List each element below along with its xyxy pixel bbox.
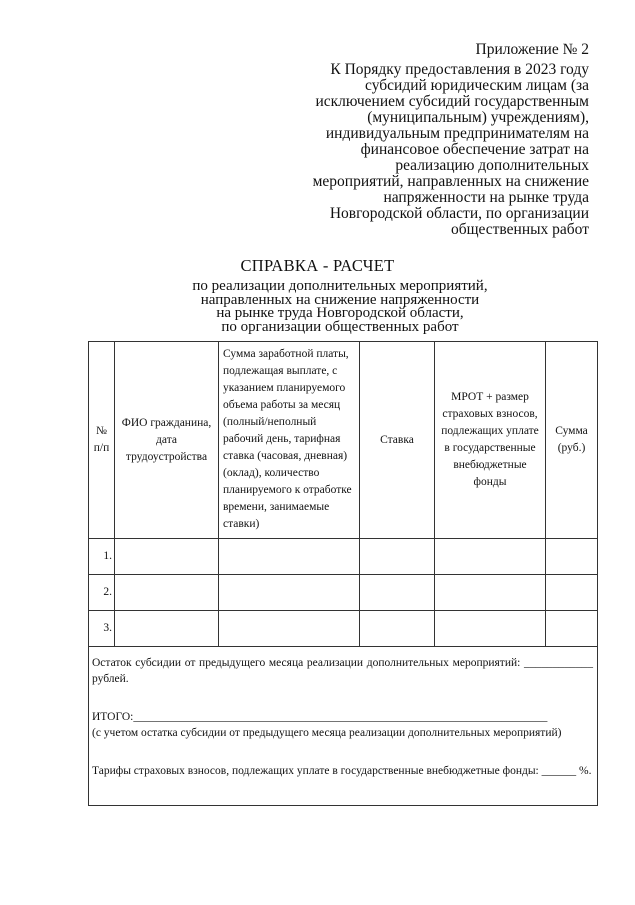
table-row <box>89 575 598 611</box>
subtitle-line: направленных на снижение напряженности <box>200 291 480 308</box>
calculation-table <box>88 341 598 806</box>
header-wages: Сумма заработной платы, подлежащая выплате, с указанием планируемого объема работы за месяц (полный/неполный рабочий день, тарифная ставка (часовая, дневная) (оклад), количество планируемого к отработке времени, занимаемые ставки) <box>219 342 360 539</box>
appendix-line: К Порядку предоставления в 2023 году <box>330 61 589 78</box>
header-sum: Сумма (руб.) <box>546 342 598 539</box>
header-rate: Ставка <box>360 342 435 539</box>
cell-rate[interactable] <box>360 539 435 575</box>
header-fio: ФИО гражданина, дата трудоустройства <box>115 342 219 539</box>
cell-wages[interactable] <box>219 611 360 647</box>
cell-wages[interactable] <box>219 575 360 611</box>
cell-sum[interactable] <box>546 575 598 611</box>
table-row <box>89 539 598 575</box>
cell-fio[interactable] <box>115 539 219 575</box>
appendix-line: исключением субсидий государственным <box>315 93 589 110</box>
appendix-line: субсидий юридическим лицам (за <box>365 77 589 94</box>
table-footer <box>89 647 598 806</box>
balance-text: Остаток субсидии от предыдущего месяца реализации дополнительных мероприятий: ____________ рублей. <box>92 657 593 685</box>
appendix-line: Новгородской области, по организации <box>329 205 589 222</box>
subtitle-line: по организации общественных работ <box>221 318 459 335</box>
appendix-line: мероприятий, направленных на снижение <box>312 173 589 190</box>
appendix-header <box>289 42 589 238</box>
cell-mrot[interactable] <box>435 539 546 575</box>
cell-wages[interactable] <box>219 539 360 575</box>
row-number: 3. <box>89 611 115 647</box>
appendix-line: индивидуальным предпринимателям на <box>325 125 589 142</box>
appendix-line: общественных работ <box>450 221 589 238</box>
cell-sum[interactable] <box>546 539 598 575</box>
appendix-line: (муниципальным) учреждениям), <box>367 109 589 126</box>
tariff-text: Тарифы страховых взносов, подлежащих уплате в государственные внебюджетные фонды: ______ %. <box>92 765 592 777</box>
appendix-number: Приложение № 2 <box>475 41 589 58</box>
table-header-row <box>89 342 598 539</box>
total-note: (с учетом остатка субсидии от предыдущего месяца реализации дополнительных мероприятий) <box>92 727 562 739</box>
cell-mrot[interactable] <box>435 611 546 647</box>
header-number: № п/п <box>89 342 115 539</box>
row-number: 2. <box>89 575 115 611</box>
appendix-line: реализацию дополнительных <box>395 157 589 174</box>
subtitle-line: по реализации дополнительных мероприятий, <box>192 278 488 294</box>
subtitle-line: на рынке труда Новгородской области, <box>216 305 464 321</box>
total-label: ИТОГО:________________________________________________________________________ <box>92 711 548 723</box>
appendix-line: напряженности на рынке труда <box>383 189 589 206</box>
table-row <box>89 611 598 647</box>
table-footer-row <box>89 647 598 806</box>
cell-rate[interactable] <box>360 575 435 611</box>
row-number: 1. <box>89 539 115 575</box>
header-mrot: МРОТ + размер страховых взносов, подлежащих уплате в государственные внебюджетные фонды <box>435 342 546 539</box>
cell-fio[interactable] <box>115 575 219 611</box>
appendix-line: финансовое обеспечение затрат на <box>360 141 589 158</box>
cell-rate[interactable] <box>360 611 435 647</box>
cell-fio[interactable] <box>115 611 219 647</box>
cell-sum[interactable] <box>546 611 598 647</box>
cell-mrot[interactable] <box>435 575 546 611</box>
document-title: СПРАВКА - РАСЧЕТ <box>240 256 395 275</box>
document-subtitle <box>0 280 635 334</box>
